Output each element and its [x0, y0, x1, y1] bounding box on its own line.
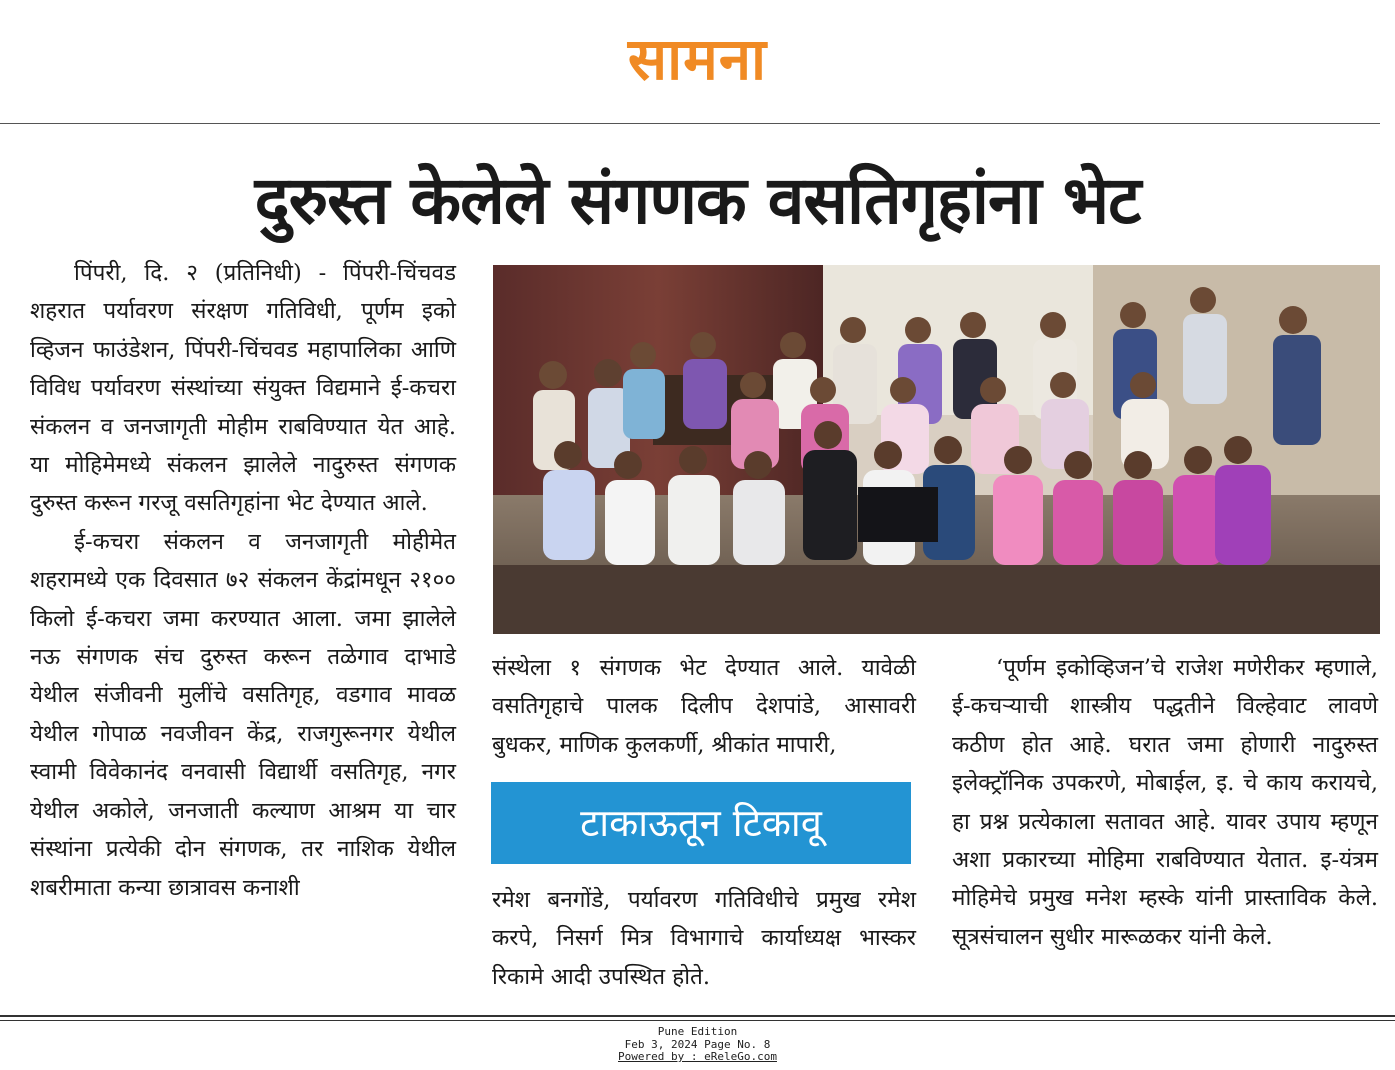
article-column-2-bottom	[492, 881, 916, 996]
group-photo-illustration	[493, 265, 1380, 634]
column-1-paragraph-1: पिंपरी, दि. २ (प्रतिनिधी) - पिंपरी-चिंचवड शहरात पर्यावरण संरक्षण गतिविधी, पूर्णम इको व्हिजन फाउंडेशन, पिंपरी-चिंचवड महापालिका आणि विविध पर्यावरण संस्थांच्या संयुक्त विद्यमाने ई-कचरा संकलन व जनजागृती मोहीम राबविण्यात येत आहे. या मोहिमेमध्ये संकलन झालेले नादुरुस्त संगणक दुरुस्त करून गरजू वसतिगृहांना भेट देण्यात आले.	[30, 260, 456, 517]
pullquote-banner: टाकाऊतून टिकावू	[491, 782, 911, 864]
footer-date-page: Feb 3, 2024 Page No. 8	[624, 1037, 771, 1051]
column-1-paragraph-2: ई-कचरा संकलन व जनजागृती मोहीमेत शहरामध्ये एक दिवसात ७२ संकलन केंद्रांमधून २१०० किलो ई-कचरा जमा करण्यात आला. जमा झालेले नऊ संगणक संच दुरुस्त करून तळेगाव दाभाडे येथील संजीवनी मुलींचे वसतिगृह, वडगाव मावळ येथील गोपाळ नवजीवन केंद्र, राजगुरूनगर येथील स्वामी विवेकानंद वनवासी विद्यार्थी वसतिगृह, नगर येथील अकोले, जनजाती कल्याण आश्रम या चार संस्थांना प्रत्येकी दोन संगणक, तर नाशिक येथील शबरीमाता कन्या छात्रावस कनाशी	[30, 528, 456, 901]
footer-powered-by-link[interactable]: Powered by : eReleGo.com	[618, 1050, 777, 1063]
article-column-3	[952, 649, 1378, 956]
column-3-paragraph: ‘पूर्णम इकोव्हिजन’चे राजेश मणेरीकर म्हणाले, ई-कचऱ्याची शास्त्रीय पद्धतीने विल्हेवाट लावणे कठीण होत आहे. घरात जमा होणारी नादुरुस्त इलेक्ट्रॉनिक उपकरणे, मोबाईल, इ. चे काय करायचे, हा प्रश्न प्रत्येकाला सतावत आहे. यावर उपाय म्हणून अशा प्रकारच्या मोहिमा राबविण्यात येतात. इ-यंत्रम मोहिमेचे प्रमुख मनेश म्हस्के यांनी प्रास्ताविक केले. सूत्रसंचालन सुधीर मारूळकर यांनी केले.	[952, 655, 1378, 950]
column-2-paragraph-top: संस्थेला १ संगणक भेट देण्यात आले. यावेळी वसतिगृहाचे पालक दिलीप देशपांडे, आसावरी बुधकर, माणिक कुलकर्णी, श्रीकांत मापारी,	[492, 655, 916, 758]
group-photo	[493, 265, 1380, 634]
column-2-paragraph-bottom: रमेश बनगोंडे, पर्यावरण गतिविधीचे प्रमुख रमेश करपे, निसर्ग मित्र विभागाचे कार्याध्यक्ष भास्कर रिकामे आदी उपस्थित होते.	[492, 887, 916, 990]
footer-edition: Pune Edition	[657, 1025, 738, 1038]
footer-divider-thick	[0, 1015, 1395, 1017]
newspaper-masthead: सामना	[627, 25, 768, 93]
article-column-2-top	[492, 649, 916, 764]
article-column-1	[30, 254, 456, 907]
masthead-divider	[0, 123, 1380, 124]
footer-divider-thin	[0, 1020, 1395, 1021]
footer	[0, 1026, 1395, 1064]
article-headline: दुरुस्त केलेले संगणक वसतिगृहांना भेट	[254, 162, 1141, 239]
